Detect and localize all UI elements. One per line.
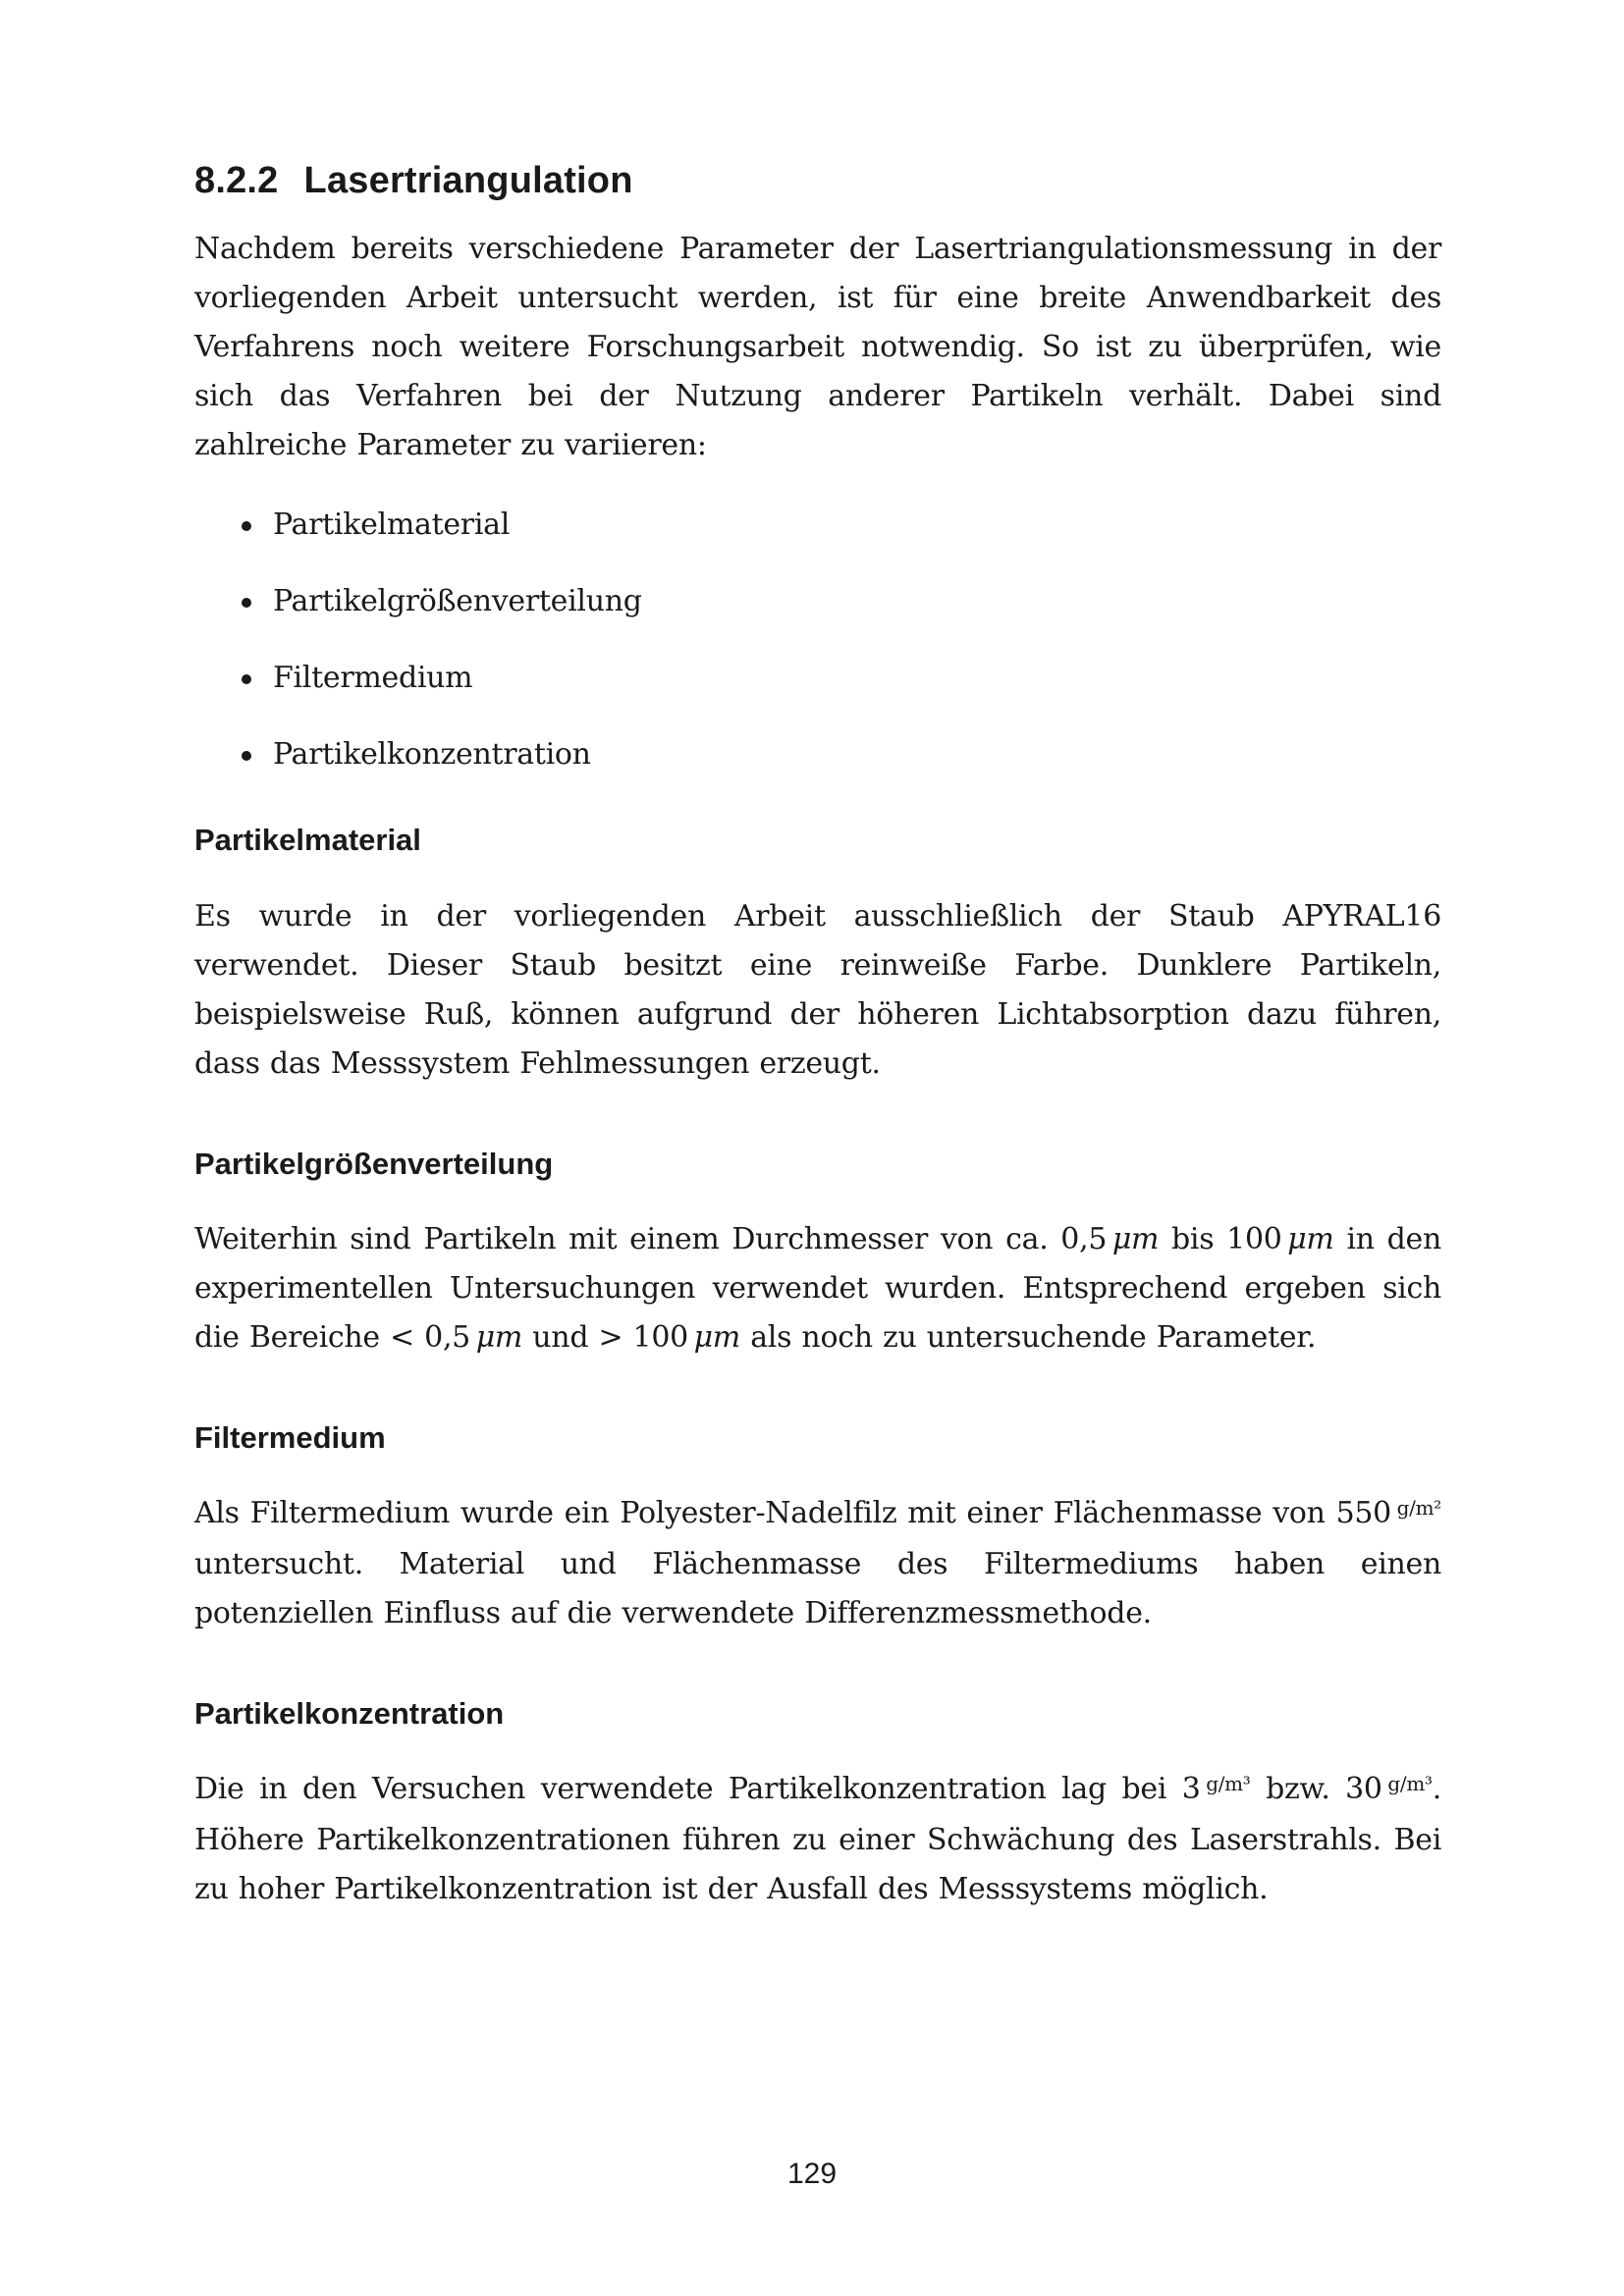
bullet-icon (242, 751, 251, 761)
list-item: Partikelgrößenverteilung (242, 582, 1441, 621)
subsection-partikelgroessenverteilung (194, 1146, 1441, 1362)
subsection-paragraph: Als Filtermedium wurde ein Polyester-Nadelfilz mit einer Flächenmasse von 550 $^{g/m^2}$ untersucht. Material und Flächenmasse des Filtermediums haben einen potenziellen Einfluss auf die verwendete Differenzmessmethode. (194, 1495, 1441, 1630)
subsection-heading: Partikelkonzentration (194, 1695, 505, 1731)
unit-grams-per-square-metre: g/m² (1396, 1495, 1441, 1520)
unit-grams-per-cubic-metre: g/m³ (1206, 1772, 1251, 1796)
subsection-paragraph: Weiterhin sind Partikeln mit einem Durchmesser von ca. 0,5 μm bis 100 μm in den experimentellen Untersuchungen verwendet wurden. Entsprechend ergeben sich die Bereiche < 0,5 μm und > 100 μm als noch zu untersuchende Parameter. (194, 1221, 1441, 1355)
page-content (194, 157, 1441, 1971)
bullet-icon (242, 521, 251, 531)
unit-micrometer: μm (1287, 1221, 1334, 1256)
intro-paragraph: Nachdem bereits verschiedene Parameter der Lasertriangulationsmessung in der vorliegenden Arbeit untersucht werden, ist für eine breite Anwendbarkeit des Verfahrens noch weitere Forschungsarbeit notwendig. So ist zu überprüfen, wie sich das Verfahren bei der Nutzung anderer Partikeln verhält. Dabei sind zahlreiche Parameter zu variieren: (194, 232, 1441, 463)
bullet-icon (242, 674, 251, 684)
list-item: Partikelkonzentration (242, 735, 1441, 774)
subsection-paragraph: Die in den Versuchen verwendete Partikelkonzentration lag bei 3 $^{g/m^3}$ bzw. 30 $^{g/m^3}$. Höhere Partikelkonzentrationen führen zu einer Schwächung des Laserstrahls. Bei zu hoher Partikelkonzentration ist der Ausfall des Messsystems möglich. (194, 1772, 1441, 1907)
list-item: Partikelmaterial (242, 506, 1441, 545)
subsection-filtermedium (194, 1419, 1441, 1638)
section-heading (194, 157, 1441, 205)
unit-micrometer: μm (693, 1319, 740, 1355)
subsection-heading: Partikelgrößenverteilung (194, 1146, 554, 1181)
page-number: 129 (786, 2158, 838, 2190)
list-item: Filtermedium (242, 659, 1441, 698)
parameter-list (194, 506, 1441, 774)
section-title: Lasertriangulation (303, 160, 633, 201)
unit-grams-per-cubic-metre: g/m³ (1387, 1772, 1433, 1796)
section-number: 8.2.2 (194, 160, 279, 201)
subsection-heading: Filtermedium (194, 1419, 386, 1455)
subsection-heading: Partikelmaterial (194, 823, 421, 858)
unit-micrometer: μm (1111, 1221, 1160, 1256)
unit-micrometer: μm (475, 1319, 523, 1355)
subsection-partikelkonzentration (194, 1695, 1441, 1914)
subsection-partikelmaterial (194, 822, 1441, 1088)
bullet-icon (242, 598, 251, 608)
subsection-paragraph: Es wurde in der vorliegenden Arbeit ausschließlich der Staub APYRAL16 verwendet. Dieser Staub besitzt eine reinweiße Farbe. Dunklere Partikeln, beispielsweise Ruß, können aufgrund der höheren Lichtabsorption dazu führen, dass das Messsystem Fehlmessungen erzeugt. (194, 898, 1441, 1081)
